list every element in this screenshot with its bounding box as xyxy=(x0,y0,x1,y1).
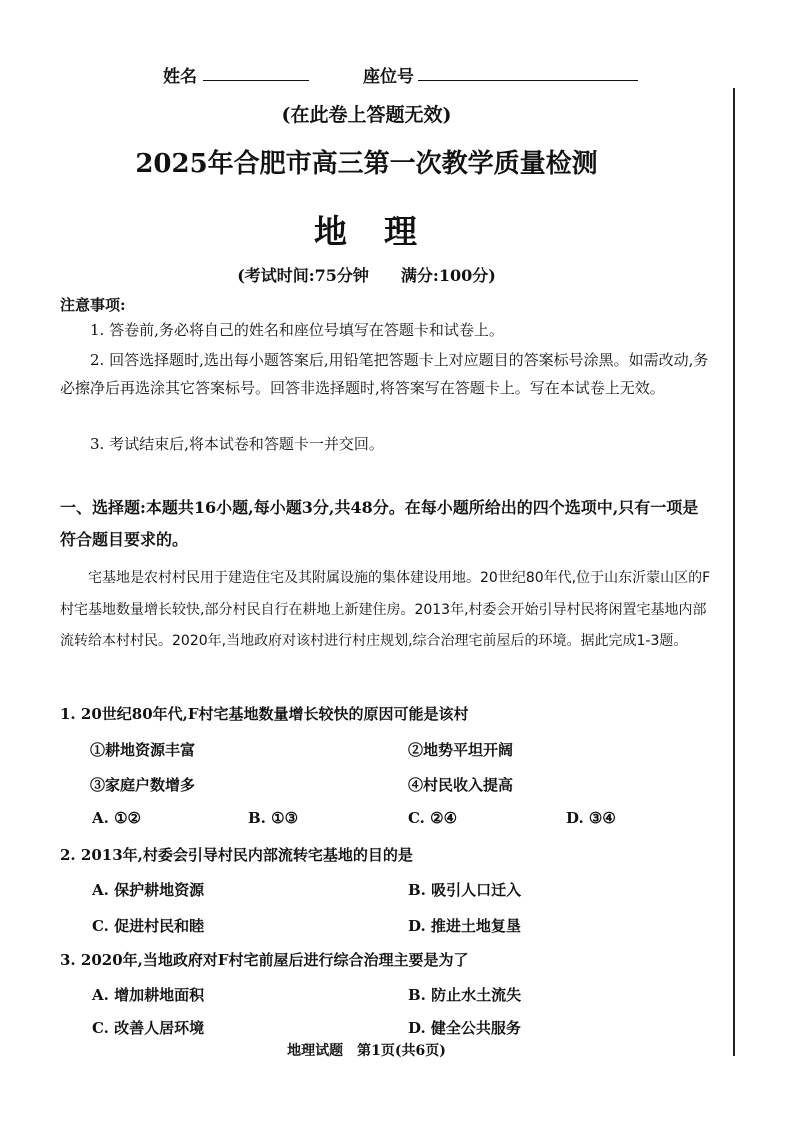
q3-option-d[interactable]: D. 健全公共服务 xyxy=(408,1019,521,1037)
notice-item-1: 1. 答卷前,务必将自己的姓名和座位号填写在答题卡和试卷上。 xyxy=(90,321,504,339)
q2-option-a[interactable]: A. 保护耕地资源 xyxy=(92,881,205,899)
q2-option-d[interactable]: D. 推进土地复垦 xyxy=(408,917,521,935)
notice-item-3: 3. 考试结束后,将本试卷和答题卡一并交回。 xyxy=(90,435,384,453)
q1-statement-4: ④村民收入提高 xyxy=(408,776,514,794)
question-3-stem: 3. 2020年,当地政府对F村宅前屋后进行综合治理主要是为了 xyxy=(60,951,469,969)
q1-option-b[interactable]: B. ①③ xyxy=(248,809,299,827)
binding-margin-line xyxy=(733,88,735,1056)
q1-option-d[interactable]: D. ③④ xyxy=(566,809,616,827)
q3-option-b[interactable]: B. 防止水土流失 xyxy=(408,986,522,1004)
q1-option-c[interactable]: C. ②④ xyxy=(408,809,458,827)
name-label: 姓名 xyxy=(163,67,197,87)
notice-item-2: 2. 回答选择题时,选出每小题答案后,用铅笔把答题卡上对应题目的答案标号涂黑。如需改动,务必擦净后再选涂其它答案标号。回答非选择题时,将答案写在答题卡上。写在本试卷上无效。 xyxy=(60,351,709,397)
exam-info: (考试时间:75分钟 满分:100分) xyxy=(237,266,496,285)
question-2-stem: 2. 2013年,村委会引导村民内部流转宅基地的目的是 xyxy=(60,846,413,864)
notice-heading: 注意事项: xyxy=(60,296,126,314)
q3-option-c[interactable]: C. 改善人居环境 xyxy=(92,1019,205,1037)
q1-statement-2: ②地势平坦开阔 xyxy=(408,741,514,759)
invalid-note: (在此卷上答题无效) xyxy=(281,104,452,126)
candidate-info-row xyxy=(0,62,794,88)
q2-option-b[interactable]: B. 吸引人口迁入 xyxy=(408,881,522,899)
reading-material: 宅基地是农村村民用于建造住宅及其附属设施的集体建设用地。20世纪80年代,位于山东沂蒙山区的F村宅基地数量增长较快,部分村民自行在耕地上新建住房。2013年,村委会开始引导村民将闲置宅基地内部流转给本村村民。2020年,当地政府对该村进行村庄规划,综合治理宅前屋后的环境。据此完成1-3题。 xyxy=(60,570,711,649)
q1-statement-1: ①耕地资源丰富 xyxy=(90,741,196,759)
seat-label: 座位号 xyxy=(363,67,414,87)
exam-title: 2025年合肥市高三第一次教学质量检测 xyxy=(135,149,598,179)
q2-option-c[interactable]: C. 促进村民和睦 xyxy=(92,917,205,935)
q1-statement-3: ③家庭户数增多 xyxy=(90,776,196,794)
q3-option-a[interactable]: A. 增加耕地面积 xyxy=(92,986,205,1004)
page-footer: 地理试题 第1页(共6页) xyxy=(287,1043,446,1059)
section-heading: 一、选择题:本题共16小题,每小题3分,共48分。在每小题所给出的四个选项中,只有一项是符合题目要求的。 xyxy=(60,498,699,549)
seat-field[interactable] xyxy=(418,80,638,81)
q1-option-a[interactable]: A. ①② xyxy=(92,809,141,827)
name-field[interactable] xyxy=(203,80,309,81)
subject-title: 地 理 xyxy=(314,212,419,251)
question-1-stem: 1. 20世纪80年代,F村宅基地数量增长较快的原因可能是该村 xyxy=(60,705,469,723)
